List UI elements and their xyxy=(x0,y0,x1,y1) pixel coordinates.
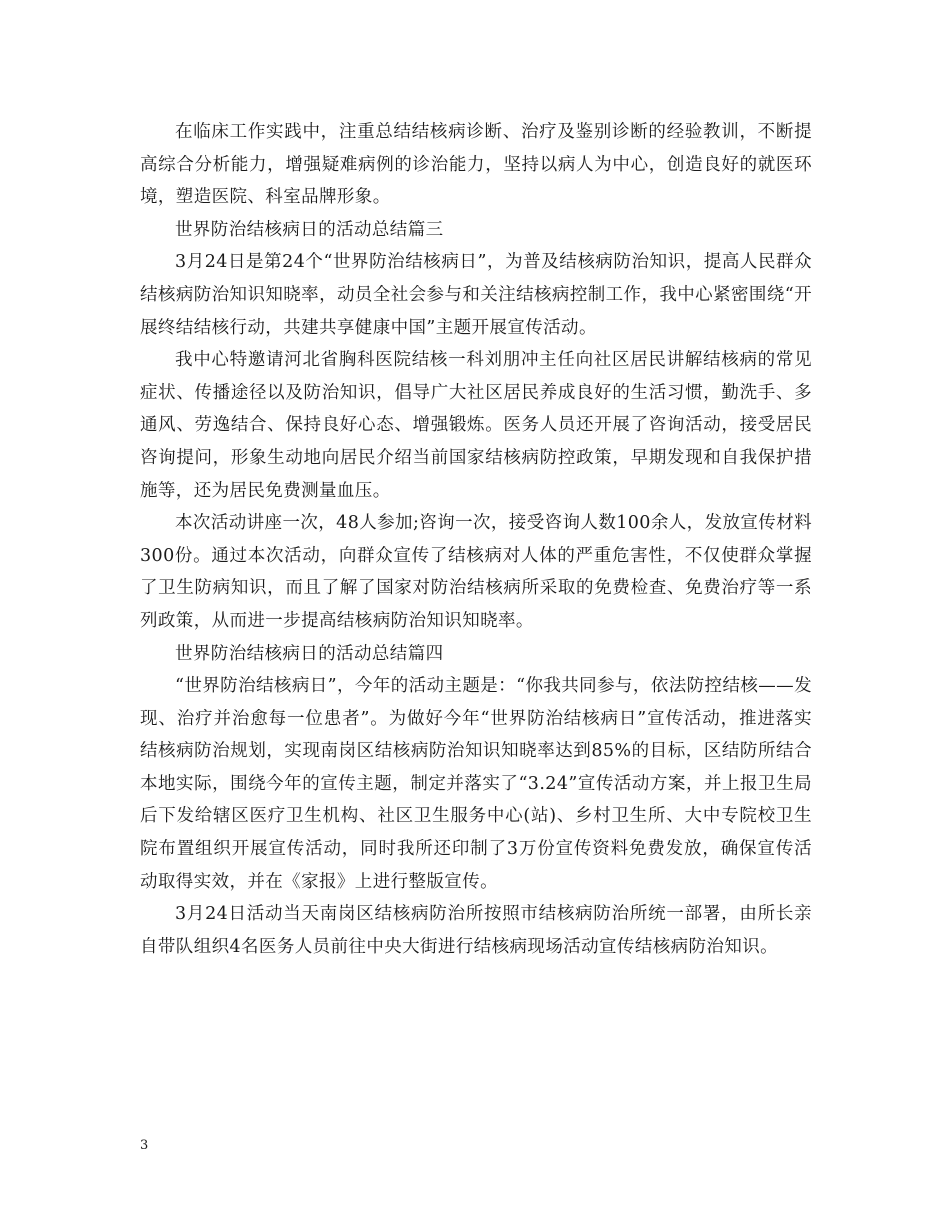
document-body xyxy=(140,116,812,963)
page-number: 3 xyxy=(140,1138,149,1153)
paragraph-event-day: 3月24日活动当天南岗区结核病防治所按照市结核病防治所统一部署，由所长亲自带队组织4名医务人员前往中央大街进行结核病现场活动宣传结核病防治知识。 xyxy=(140,904,812,957)
section-heading-part-three: 世界防治结核病日的活动总结篇三 xyxy=(175,219,444,240)
paragraph-lecture-invitation: 我中心特邀请河北省胸科医院结核一科刘朋冲主任向社区居民讲解结核病的常见症状、传播途径以及防治知识，倡导广大社区居民养成良好的生活习惯，勤洗手、多通风、劳逸结合、保持良好心态、增强锻炼。医务人员还开展了咨询活动，接受居民咨询提问，形象生动地向居民介绍当前国家结核病防控政策，早期发现和自我保护措施等，还为居民免费测量血压。 xyxy=(140,350,812,501)
section-heading-part-four: 世界防治结核病日的活动总结篇四 xyxy=(175,643,444,664)
paragraph-world-tb-day-intro: 3月24日是第24个“世界防治结核病日”，为普及结核病防治知识，提高人民群众结核病防治知识知晓率，动员全社会参与和关注结核病控制工作，我中心紧密围绕“开展终结结核行动，共建共享健康中国”主题开展宣传活动。 xyxy=(140,252,812,338)
paragraph-activity-results: 本次活动讲座一次，48人参加;咨询一次，接受咨询人数100余人，发放宣传材料300份。通过本次活动，向群众宣传了结核病对人体的严重危害性，不仅使群众掌握了卫生防病知识，而且了解了国家对防治结核病所采取的免费检查、免费治疗等一系列政策，从而进一步提高结核病防治知识知晓率。 xyxy=(140,513,812,631)
paragraph-clinical-practice: 在临床工作实践中，注重总结结核病诊断、治疗及鉴别诊断的经验教训，不断提高综合分析能力，增强疑难病例的诊治能力，坚持以病人为中心，创造良好的就医环境，塑造医院、科室品牌形象。 xyxy=(140,122,812,208)
paragraph-campaign-theme: “世界防治结核病日”，今年的活动主题是：“你我共同参与，依法防控结核——发现、治疗并治愈每一位患者”。为做好今年“世界防治结核病日”宣传活动，推进落实结核病防治规划，实现南岗区结核病防治知识知晓率达到85%的目标，区结防所结合本地实际，围绕今年的宣传主题，制定并落实了“3.24”宣传活动方案，并上报卫生局后下发给辖区医疗卫生机构、社区卫生服务中心(站)、乡村卫生所、大中专院校卫生院布置组织开展宣传活动，同时我所还印制了3万份宣传资料免费发放，确保宣传活动取得实效，并在《家报》上进行整版宣传。 xyxy=(140,676,812,892)
